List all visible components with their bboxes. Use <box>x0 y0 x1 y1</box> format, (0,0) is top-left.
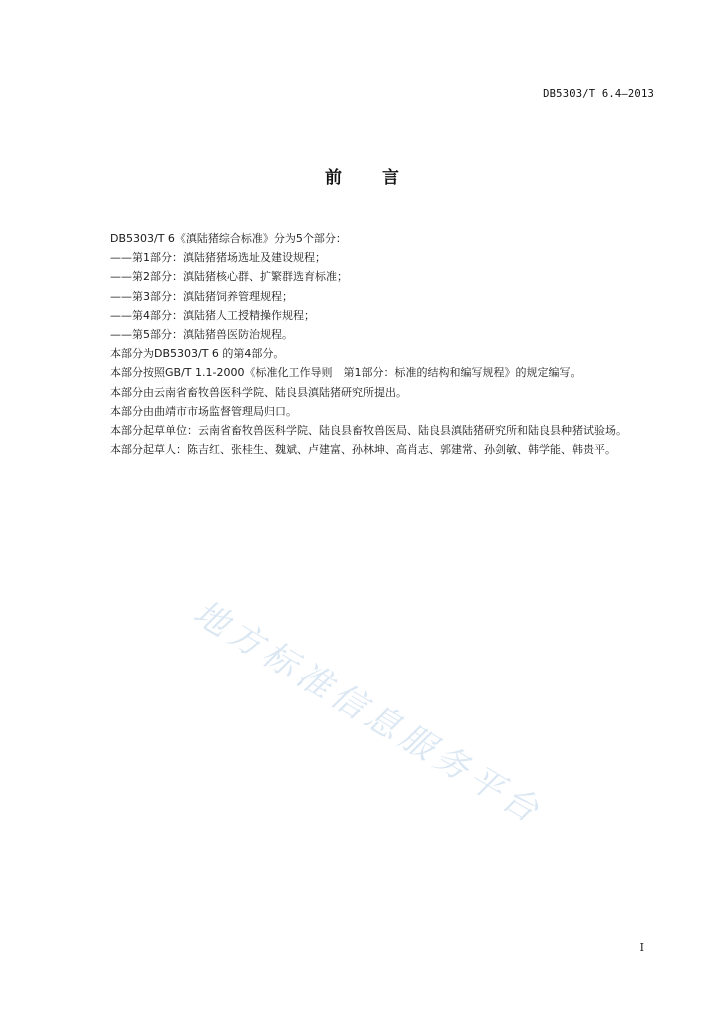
page-number: I <box>639 941 644 954</box>
paragraph-drafters: 本部分起草人：陈吉红、张桂生、魏斌、卢建富、孙林坤、高肖志、郭建常、孙剑敏、韩学能、韩贵平。 <box>110 443 616 457</box>
paragraph-this-part: 本部分为DB5303/T 6 的第4部分。 <box>110 347 285 361</box>
paragraph-administrator: 本部分由曲靖市市场监督管理局归口。 <box>110 404 297 418</box>
list-item-part-4: ——第4部分：滇陆猪人工授精操作规程； <box>110 308 315 322</box>
list-item-part-2: ——第2部分：滇陆猪核心群、扩繁群选育标准； <box>110 270 348 284</box>
standard-code: DB5303/T 6.4—2013 <box>543 88 654 100</box>
title-char-right: 言 <box>382 168 399 188</box>
paragraph-intro: DB5303/T 6《滇陆猪综合标准》分为5个部分： <box>110 232 347 245</box>
page-title <box>0 163 724 188</box>
paragraph-proposer: 本部分由云南省畜牧兽医科学院、陆良县滇陆猪研究所提出。 <box>110 385 407 399</box>
list-item-part-5: ——第5部分：滇陆猪兽医防治规程。 <box>110 328 293 342</box>
title-char-left: 前 <box>325 168 342 188</box>
watermark-text: 地方标准信息服务平台 <box>186 592 550 834</box>
list-item-part-1: ——第1部分：滇陆猪猪场选址及建设规程； <box>110 251 326 265</box>
paragraph-drafting-units: 本部分起草单位：云南省畜牧兽医科学院、陆良县畜牧兽医局、陆良县滇陆猪研究所和陆良县种猪试验场。 <box>110 424 627 438</box>
paragraph-drafting-rules: 本部分按照GB/T 1.1-2000《标准化工作导则 第1部分：标准的结构和编写规程》的规定编写。 <box>110 366 582 380</box>
list-item-part-3: ——第3部分：滇陆猪饲养管理规程； <box>110 289 293 303</box>
foreword-body <box>88 229 658 459</box>
